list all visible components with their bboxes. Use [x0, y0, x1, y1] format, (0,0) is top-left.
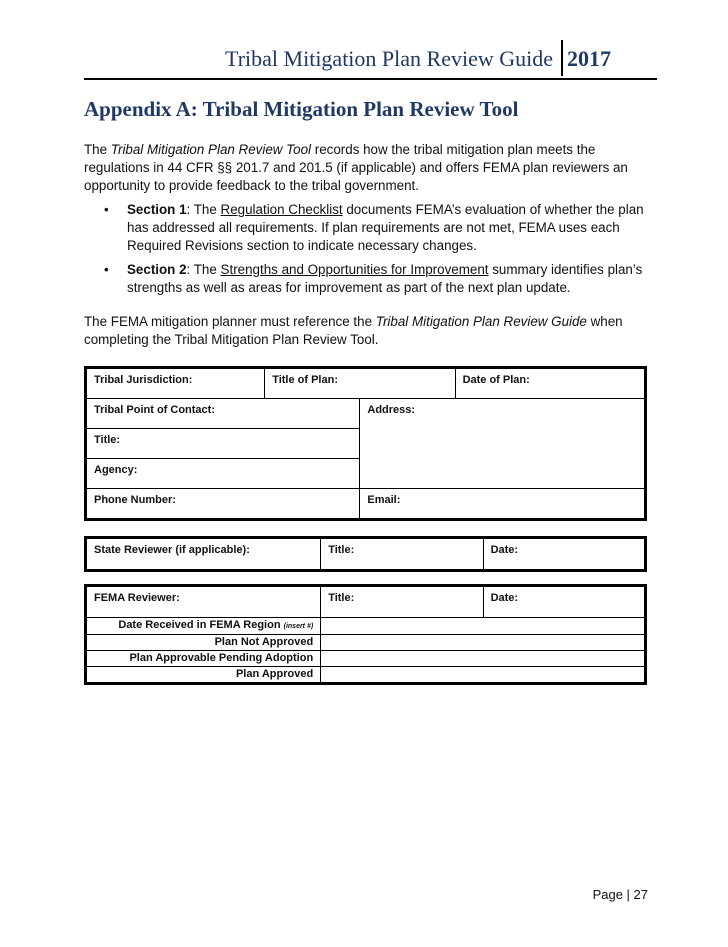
plan-approvable-label: Plan Approvable Pending Adoption — [86, 651, 321, 667]
intro-text-start: The — [84, 142, 111, 157]
bullet-label: Section 2 — [127, 262, 187, 277]
plan-approved-label: Plan Approved — [86, 667, 321, 684]
bullet-label: Section 1 — [127, 202, 187, 217]
page-number: Page | 27 — [592, 887, 648, 902]
bullet-text: : The — [186, 202, 221, 217]
plan-not-approved-label: Plan Not Approved — [86, 635, 321, 651]
plan-approved-value[interactable] — [321, 667, 646, 684]
appendix-title: Appendix A: Tribal Mitigation Plan Review Tool — [84, 97, 519, 121]
address-field[interactable]: Address: — [360, 399, 646, 489]
date-received-text: Date Received in FEMA Region — [118, 619, 281, 631]
state-reviewer-date-field[interactable]: Date: — [483, 538, 645, 571]
closing-paragraph — [84, 313, 649, 349]
title-of-plan-field[interactable]: Title of Plan: — [265, 368, 455, 399]
bullet-section-1 — [84, 201, 649, 255]
header-year: 2017 — [567, 46, 611, 71]
header-divider — [561, 40, 563, 76]
agency-field[interactable]: Agency: — [86, 459, 360, 489]
header-title: Tribal Mitigation Plan Review Guide — [225, 46, 553, 71]
bullet-section-2 — [84, 261, 649, 297]
plan-not-approved-value[interactable] — [321, 635, 646, 651]
state-reviewer-field[interactable]: State Reviewer (if applicable): — [86, 538, 321, 571]
date-received-value[interactable] — [321, 618, 646, 635]
fema-reviewer-field[interactable]: FEMA Reviewer: — [86, 586, 321, 618]
bullet-text: summary identifies plan’s strengths as well as areas for improvement as part of the next plan update. — [127, 262, 643, 295]
tribal-poc-field[interactable]: Tribal Point of Contact: — [86, 399, 360, 429]
section-bullet-list — [84, 201, 649, 303]
closing-guide-name: Tribal Mitigation Plan Review Guide — [375, 314, 587, 329]
bullet-text: : The — [186, 262, 221, 277]
phone-number-field[interactable]: Phone Number: — [86, 489, 360, 520]
bullet-dot-icon: • — [104, 262, 109, 277]
bullet-dot-icon: • — [104, 202, 109, 217]
fema-reviewer-title-field[interactable]: Title: — [321, 586, 483, 618]
intro-tool-name: Tribal Mitigation Plan Review Tool — [110, 142, 312, 157]
intro-text-end: records how the tribal mitigation plan meets the regulations in 44 CFR §§ 201.7 and 201.5 (if applicable) and offers FEMA plan reviewers an opportunity to provide feedback to the tribal government. — [84, 142, 628, 193]
poc-title-field[interactable]: Title: — [86, 429, 360, 459]
intro-paragraph — [84, 141, 649, 195]
closing-text-end: when completing the Tribal Mitigation Plan Review Tool. — [84, 314, 623, 347]
date-received-label — [86, 618, 321, 635]
fema-reviewer-date-field[interactable]: Date: — [483, 586, 645, 618]
state-reviewer-table — [84, 536, 647, 572]
bullet-text: documents FEMA’s evaluation of whether the plan has addressed all requirements. If plan requirements are not met, FEMA uses each Required Revisions section to indicate necessary changes. — [127, 202, 644, 253]
fema-reviewer-table — [84, 584, 647, 685]
regulation-checklist-link[interactable]: Regulation Checklist — [220, 202, 343, 217]
email-field[interactable]: Email: — [360, 489, 646, 520]
tribal-info-table — [84, 366, 647, 521]
insert-note: (insert #) — [283, 623, 314, 630]
state-reviewer-title-field[interactable]: Title: — [321, 538, 483, 571]
plan-approvable-value[interactable] — [321, 651, 646, 667]
tribal-jurisdiction-field[interactable]: Tribal Jurisdiction: — [86, 368, 265, 399]
strengths-opportunities-link[interactable]: Strengths and Opportunities for Improvement — [220, 262, 489, 277]
page-header — [84, 40, 657, 80]
date-of-plan-field[interactable]: Date of Plan: — [455, 368, 645, 399]
closing-text-start: The FEMA mitigation planner must reference the — [84, 314, 376, 329]
